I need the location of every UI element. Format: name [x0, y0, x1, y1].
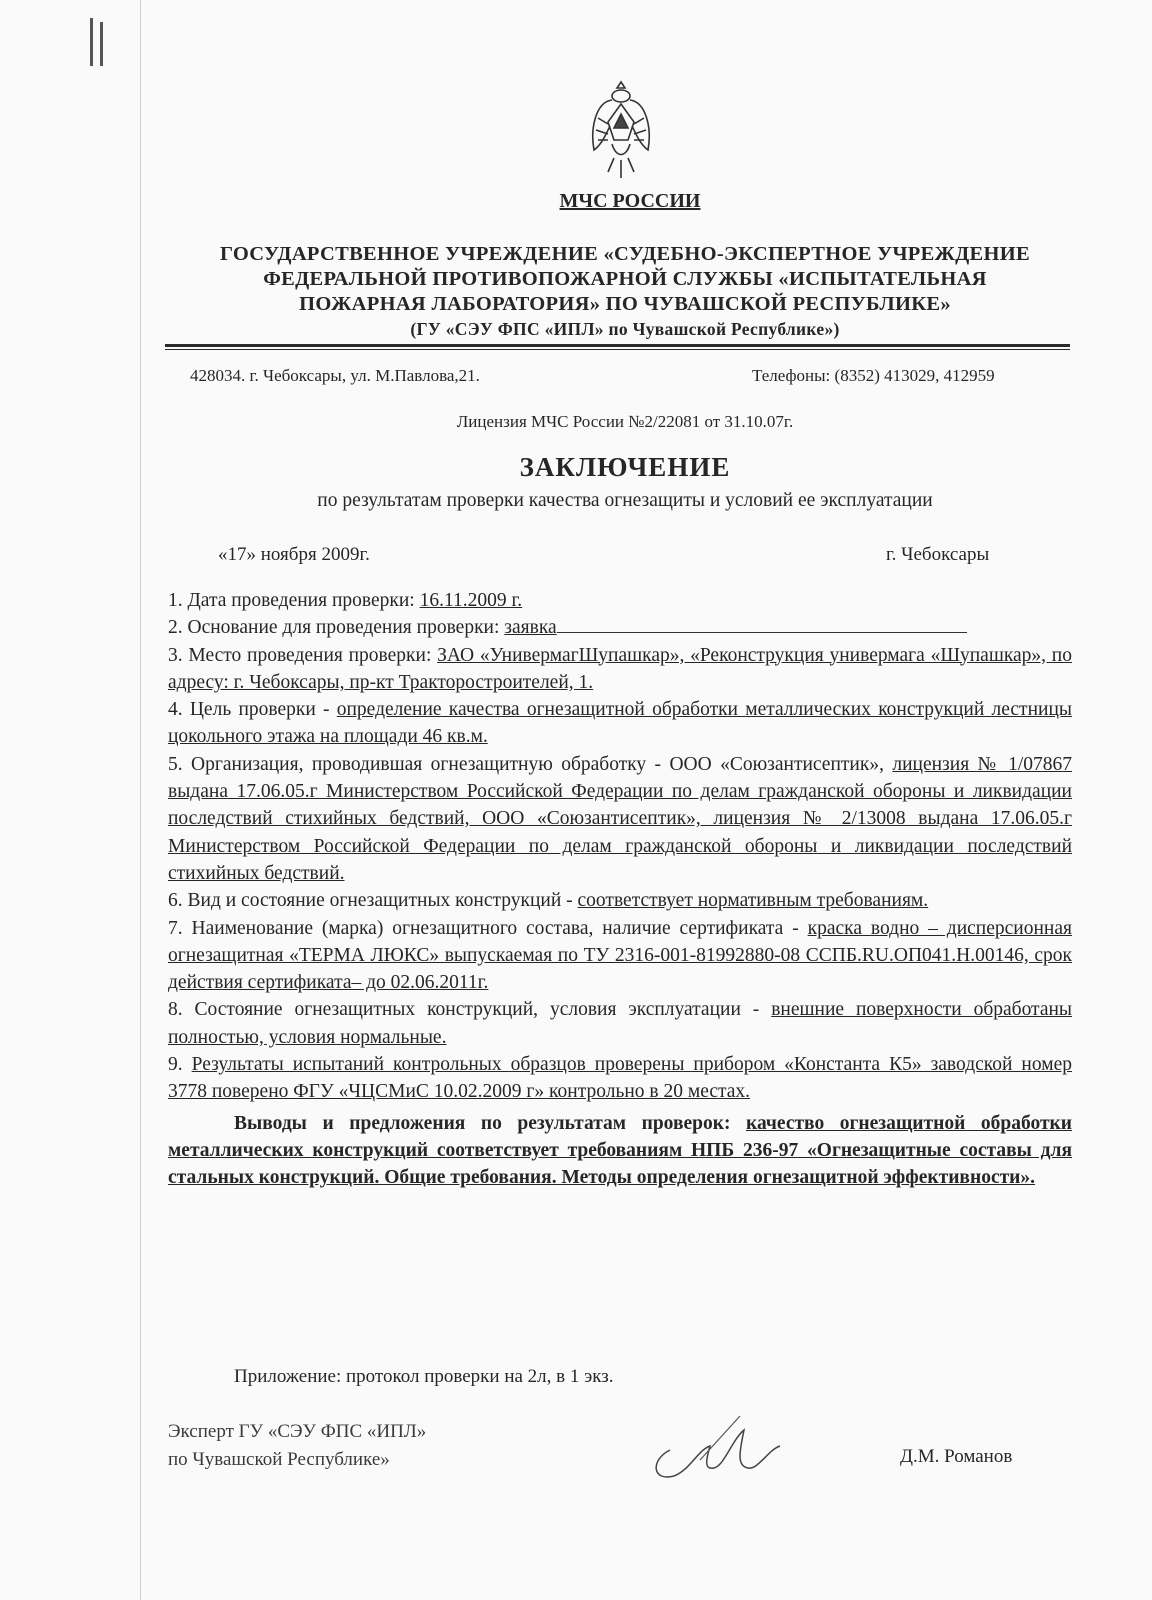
conclusion — [168, 1110, 1072, 1192]
blank-underline — [557, 614, 967, 633]
scan-edge-mark — [90, 18, 93, 66]
header-rule — [165, 349, 1070, 350]
document-date: «17» ноября 2009г. — [218, 544, 370, 565]
expert-position-line: Эксперт ГУ «СЭУ ФПС «ИПЛ» — [168, 1421, 427, 1442]
address: 428034. г. Чебоксары, ул. М.Павлова,21. — [190, 366, 480, 385]
organization-name — [170, 242, 1080, 342]
item-5 — [168, 751, 1072, 887]
conclusion-value: качество огнезащитной обработки металлических конструкций соответствует требованиям НПБ 236-97 «Огнезащитные составы для стальных конструкций. Общие требования. Методы определения огнезащитной эффективности». — [168, 1112, 1073, 1189]
item-3 — [168, 642, 1072, 697]
item-label: 2. Основание для проведения проверки: — [168, 617, 505, 639]
item-value: определение качества огнезащитной обработки металлических конструкций лестницы цокольного этажа на площади 46 кв.м. — [168, 699, 1072, 748]
conclusion-label: Выводы и предложения по результатам проверок: — [234, 1112, 747, 1134]
expert-position — [168, 1418, 426, 1474]
item-value: Результаты испытаний контрольных образцов проверены прибором «Константа К5» заводской номер 3778 поверено ФГУ «ЧЦСМиС 10.02.2009 г» контрольно в 20 местах. — [168, 1054, 1072, 1103]
document-body — [168, 587, 1072, 1192]
item-value: заявка — [504, 617, 557, 639]
document-city: г. Чебоксары — [886, 544, 990, 565]
scan-edge-mark — [100, 22, 103, 66]
item-value: краска водно – дисперсионная огнезащитная «ТЕРМА ЛЮКС» выпускаемая по ТУ 2316-001-81992880-08 ССПБ.RU.ОП041.Н.00146, срок действия сертификата– до 02.06.2011г. — [168, 917, 1072, 994]
item-9 — [168, 1051, 1072, 1106]
item-value: лицензия № 1/07867 выдана 17.06.05.г Министерством Российской Федерации по делам гражданской обороны и ликвидации последствий стихийных бедствий, ООО «Союзантисептик», лицензия № 2/13008 выдана 17.06.05.г Министерством Российской Федерации по делам гражданской обороны и ликвидации последствий стихийных бедствий. — [168, 753, 1072, 884]
item-label: 3. Место проведения проверки: — [168, 644, 438, 666]
item-value: ЗАО «УнивермагШупашкар», «Реконструкция универмага «Шупашкар», по адресу: г. Чебоксары, пр-кт Тракторостроителей, 1. — [168, 644, 1072, 693]
item-2 — [168, 614, 1072, 641]
item-value: внешние поверхности обработаны полностью, условия нормальные. — [168, 999, 1073, 1048]
item-7 — [168, 915, 1072, 997]
item-label: 1. Дата проведения проверки: — [168, 590, 420, 611]
agency-name: МЧС РОССИИ — [559, 190, 701, 212]
document-subtitle: по результатам проверки качества огнезащиты и условий ее эксплуатации — [317, 490, 933, 511]
scan-edge-line — [140, 0, 141, 1600]
org-line: ГОСУДАРСТВЕННОЕ УЧРЕЖДЕНИЕ «СУДЕБНО-ЭКСПЕРТНОЕ УЧРЕЖДЕНИЕ — [219, 243, 1030, 265]
item-label: 8. Состояние огнезащитных конструкций, условия эксплуатации - — [168, 999, 772, 1021]
item-label: 4. Цель проверки - — [168, 699, 337, 721]
header-rule — [165, 344, 1070, 347]
document-title: ЗАКЛЮЧЕНИЕ — [519, 452, 731, 482]
item-1 — [168, 587, 1072, 614]
item-label: 6. Вид и состояние огнезащитных конструкций - — [168, 890, 578, 912]
item-4 — [168, 696, 1072, 751]
expert-position-line: по Чувашской Республике» — [168, 1449, 390, 1470]
item-value: 16.11.2009 г. — [419, 590, 523, 611]
org-line: ПОЖАРНАЯ ЛАБОРАТОРИЯ» ПО ЧУВАШСКОЙ РЕСПУБЛИКЕ» — [299, 293, 951, 315]
item-label: 5. Организация, проводившая огнезащитную обработку - ООО «Союзантисептик», — [168, 753, 893, 775]
license: Лицензия МЧС России №2/22081 от 31.10.07г. — [456, 412, 794, 431]
item-value: соответствует нормативным требованиям. — [577, 890, 929, 912]
item-label: 9. — [168, 1054, 192, 1076]
phones: Телефоны: (8352) 413029, 412959 — [752, 366, 995, 385]
org-short-name: (ГУ «СЭУ ФПС «ИПЛ» по Чувашской Республике») — [410, 319, 840, 339]
item-label: 7. Наименование (марка) огнезащитного состава, наличие сертификата - — [168, 917, 808, 939]
handwritten-signature — [640, 1410, 790, 1490]
signer-name: Д.М. Романов — [900, 1446, 1013, 1467]
item-6 — [168, 887, 1072, 914]
emchs-emblem-icon — [588, 78, 654, 186]
org-line: ФЕДЕРАЛЬНОЙ ПРОТИВОПОЖАРНОЙ СЛУЖБЫ «ИСПЫТАТЕЛЬНАЯ — [263, 268, 987, 290]
item-8 — [168, 996, 1072, 1051]
appendix: Приложение: протокол проверки на 2л, в 1 экз. — [234, 1366, 614, 1387]
